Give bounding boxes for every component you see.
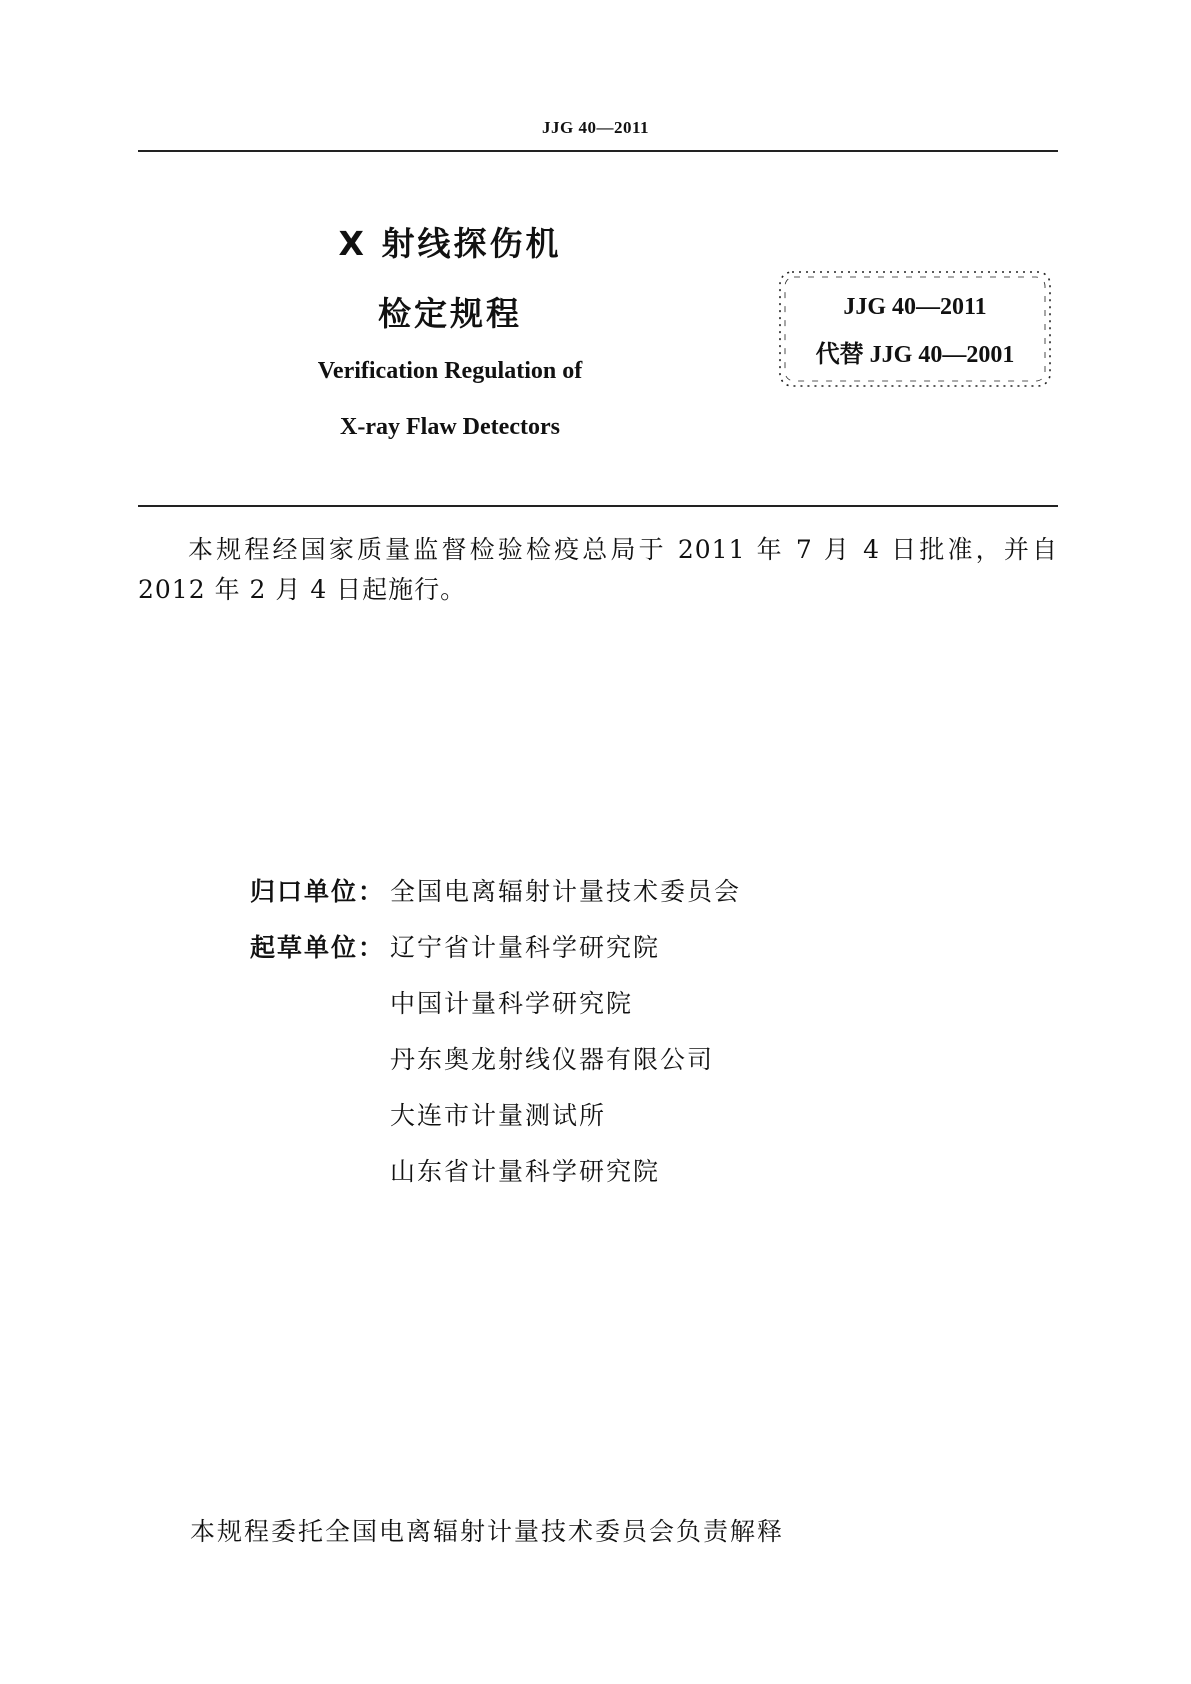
- drafting-unit-list-item: [390, 1152, 660, 1192]
- drafting-unit-label: 起草单位：: [250, 933, 386, 962]
- drafting-unit-item: 山东省计量科学研究院: [390, 1157, 661, 1186]
- responsible-unit-value: 全国电离辐射计量技术委员会: [390, 877, 742, 906]
- drafting-unit-item: 丹东奥龙射线仪器有限公司: [390, 1045, 715, 1074]
- title-english-line2: X-ray Flaw Detectors: [340, 414, 560, 440]
- approval-statement: [138, 530, 1058, 610]
- approval-text: 本规程经国家质量监督检验检疫总局于 2011 年 7 月 4 日批准，并自 2012 年 2 月 4 日起施行。: [138, 535, 1058, 604]
- drafting-unit-list-item: [390, 1096, 606, 1136]
- drafting-unit-list-item: [390, 984, 633, 1024]
- drafting-unit-item: 中国计量科学研究院: [390, 989, 634, 1018]
- title-english-line1: Verification Regulation of: [317, 358, 583, 384]
- title-chinese-line2: 检定规程: [378, 294, 522, 333]
- interpretation-note: 本规程委托全国电离辐射计量技术委员会负责解释: [190, 1517, 785, 1546]
- drafting-unit-list-item: [390, 1040, 714, 1080]
- drafting-unit-item: 辽宁省计量科学研究院: [390, 933, 661, 962]
- stamp-replaced-code: 代替 JJG 40—2001: [815, 342, 1015, 368]
- drafting-unit-row: [250, 928, 660, 968]
- stamp-border-ornament: [776, 268, 1054, 390]
- title-chinese-line1: X 射线探伤机: [338, 224, 562, 263]
- drafting-unit-item: 大连市计量测试所: [390, 1101, 607, 1130]
- responsible-unit-label: 归口单位：: [250, 877, 386, 906]
- responsible-unit-row: [250, 872, 741, 912]
- header-standard-code: JJG 40—2011: [541, 118, 650, 137]
- standard-code-stamp: [776, 268, 1054, 390]
- header-rule: [138, 150, 1058, 152]
- title-section-rule: [138, 505, 1058, 507]
- stamp-current-code: JJG 40—2011: [843, 294, 987, 320]
